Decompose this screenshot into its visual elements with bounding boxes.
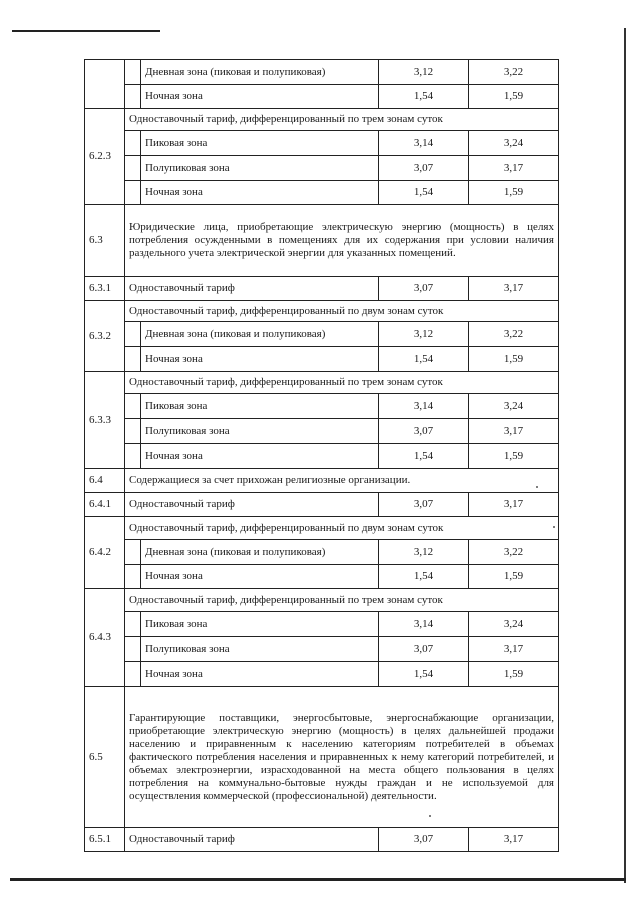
row-label: Содержащиеся за счет прихожан религиозные организации. — [125, 469, 559, 493]
scan-speck — [536, 486, 538, 488]
table-row — [85, 419, 559, 444]
table-row — [85, 205, 559, 277]
table-row — [85, 85, 559, 109]
table-row — [85, 540, 559, 565]
row-number-cell — [85, 60, 125, 109]
value-cell: 3,24 — [469, 612, 559, 637]
value-cell: 1,59 — [469, 565, 559, 589]
row-number: 6.5 — [85, 687, 125, 828]
row-number: 6.4.2 — [85, 517, 125, 589]
row-number: 6.5.1 — [85, 828, 125, 852]
row-number: 6.4.1 — [85, 493, 125, 517]
row-label: Ночная зона — [141, 565, 379, 589]
table-row — [85, 394, 559, 419]
row-label: Ночная зона — [141, 85, 379, 109]
value-cell: 3,07 — [379, 156, 469, 181]
row-label: Одноставочный тариф — [125, 277, 379, 301]
scan-edge-right — [624, 28, 626, 883]
table-row — [85, 372, 559, 394]
value-cell: 3,22 — [469, 540, 559, 565]
table-row — [85, 301, 559, 322]
row-label: Одноставочный тариф, дифференцированный по двум зонам суток — [125, 301, 559, 322]
table-row — [85, 156, 559, 181]
row-label: Одноставочный тариф — [125, 828, 379, 852]
value-cell: 3,12 — [379, 322, 469, 347]
table-row — [85, 687, 559, 828]
row-label: Дневная зона (пиковая и полупиковая) — [141, 60, 379, 85]
row-label: Гарантирующие поставщики, энергосбытовые, энергоснабжающие организации, приобретающие электрическую энергию (мощность) в целях дальнейшей продажи населению и приравненным к населению категориям потребителей в объемах фактического потребления населения и приравненных к нему категорий потребителей, и объемах электроэнергии, израсходованной на места общего пользования в целях потребления на коммунально-бытовые нужды граждан и не используемой для осуществления коммерческой (профессиональной) деятельности. — [125, 687, 559, 828]
table-row — [85, 181, 559, 205]
table-row — [85, 131, 559, 156]
row-number: 6.4.3 — [85, 589, 125, 687]
row-label: Ночная зона — [141, 444, 379, 469]
scan-edge-bottom — [10, 878, 626, 881]
tariff-table — [84, 59, 559, 852]
row-label: Пиковая зона — [141, 394, 379, 419]
row-number: 6.3.3 — [85, 372, 125, 469]
value-cell: 3,24 — [469, 131, 559, 156]
row-label: Пиковая зона — [141, 131, 379, 156]
row-label: Ночная зона — [141, 662, 379, 687]
value-cell: 3,07 — [379, 493, 469, 517]
row-label: Полупиковая зона — [141, 156, 379, 181]
table-row — [85, 347, 559, 372]
table-row — [85, 277, 559, 301]
value-cell: 3,07 — [379, 277, 469, 301]
value-cell: 3,07 — [379, 419, 469, 444]
row-label: Юридические лица, приобретающие электрическую энергию (мощность) в целях потребления осужденными в помещениях для их содержания при условии наличия раздельного учета электрической энергии для указанных помещений. — [125, 205, 559, 277]
table-row — [85, 517, 559, 540]
value-cell: 3,14 — [379, 612, 469, 637]
table-row — [85, 828, 559, 852]
table-row — [85, 444, 559, 469]
row-label: Одноставочный тариф, дифференцированный по трем зонам суток — [125, 589, 559, 612]
table-row — [85, 60, 559, 85]
row-label: Пиковая зона — [141, 612, 379, 637]
value-cell: 3,22 — [469, 322, 559, 347]
row-label: Одноставочный тариф, дифференцированный по двум зонам суток — [125, 517, 559, 540]
value-cell: 3,22 — [469, 60, 559, 85]
row-number: 6.3.1 — [85, 277, 125, 301]
table-row — [85, 589, 559, 612]
value-cell: 1,59 — [469, 662, 559, 687]
row-label: Полупиковая зона — [141, 637, 379, 662]
row-label: Ночная зона — [141, 181, 379, 205]
value-cell: 1,54 — [379, 565, 469, 589]
value-cell: 1,59 — [469, 444, 559, 469]
table-row — [85, 637, 559, 662]
row-label: Дневная зона (пиковая и полупиковая) — [141, 540, 379, 565]
value-cell: 1,59 — [469, 347, 559, 372]
value-cell: 3,07 — [379, 637, 469, 662]
value-cell: 1,59 — [469, 85, 559, 109]
row-label: Одноставочный тариф — [125, 493, 379, 517]
value-cell: 1,54 — [379, 444, 469, 469]
table-row — [85, 469, 559, 493]
value-cell: 3,12 — [379, 60, 469, 85]
row-number: 6.4 — [85, 469, 125, 493]
value-cell: 3,17 — [469, 156, 559, 181]
table-row — [85, 662, 559, 687]
value-cell: 1,54 — [379, 85, 469, 109]
value-cell: 1,54 — [379, 181, 469, 205]
value-cell: 3,17 — [469, 277, 559, 301]
table-row — [85, 109, 559, 131]
row-label: Дневная зона (пиковая и полупиковая) — [141, 322, 379, 347]
scan-speck — [429, 815, 431, 817]
scan-speck — [553, 526, 555, 528]
row-number: 6.3.2 — [85, 301, 125, 372]
row-label: Полупиковая зона — [141, 419, 379, 444]
table-row — [85, 322, 559, 347]
value-cell: 3,14 — [379, 394, 469, 419]
value-cell: 3,24 — [469, 394, 559, 419]
value-cell: 3,17 — [469, 637, 559, 662]
value-cell: 3,17 — [469, 419, 559, 444]
value-cell: 3,07 — [379, 828, 469, 852]
table-row — [85, 565, 559, 589]
value-cell: 3,17 — [469, 828, 559, 852]
row-label: Одноставочный тариф, дифференцированный по трем зонам суток — [125, 372, 559, 394]
value-cell: 3,14 — [379, 131, 469, 156]
value-cell: 1,54 — [379, 347, 469, 372]
scan-edge-top — [12, 30, 160, 32]
value-cell: 3,12 — [379, 540, 469, 565]
value-cell: 3,17 — [469, 493, 559, 517]
row-label: Ночная зона — [141, 347, 379, 372]
value-cell: 1,54 — [379, 662, 469, 687]
table-row — [85, 612, 559, 637]
row-label: Одноставочный тариф, дифференцированный по трем зонам суток — [125, 109, 559, 131]
row-number: 6.3 — [85, 205, 125, 277]
value-cell: 1,59 — [469, 181, 559, 205]
row-number: 6.2.3 — [85, 109, 125, 205]
table-row — [85, 493, 559, 517]
